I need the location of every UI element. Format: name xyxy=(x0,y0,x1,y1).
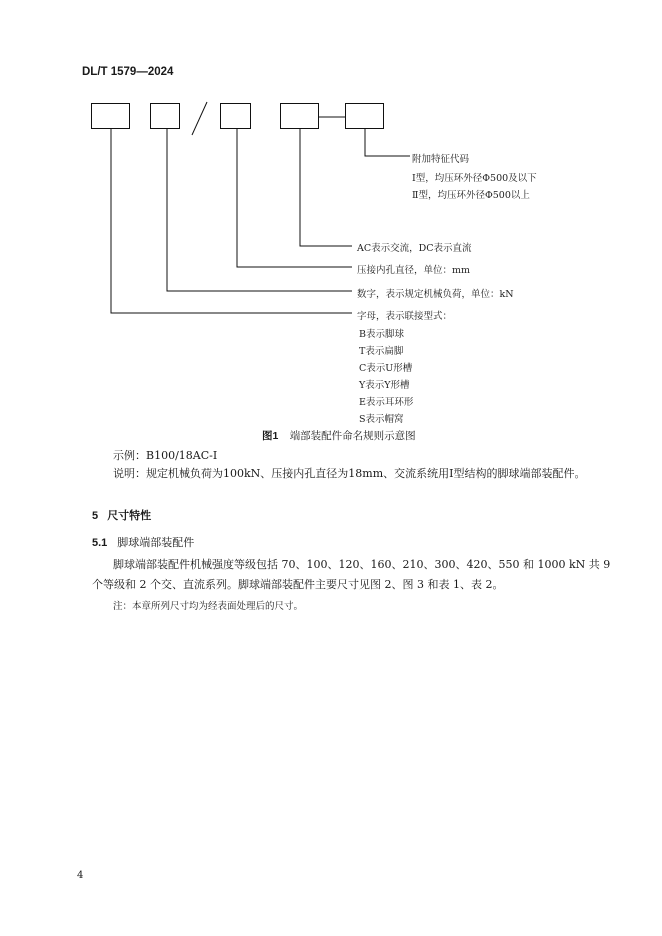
label-ac-dc: AC表示交流，DC表示直流 xyxy=(357,243,472,254)
connection-type-item: B表示脚球 xyxy=(359,329,404,340)
figure-caption-text: 端部装配件命名规则示意图 xyxy=(289,430,416,442)
section-heading xyxy=(92,507,151,523)
box-bore-diameter xyxy=(221,104,251,129)
chapter-note: 注：本章所列尺寸均为经表面处理后的尺寸。 xyxy=(113,601,304,612)
section-number: 5 xyxy=(92,510,99,522)
body-paragraph-line-2: 个等级和 2 个交、直流系列。脚球端部装配件主要尺寸见图 2、图 3 和表 1、表 2。 xyxy=(92,578,504,591)
figure-caption xyxy=(262,428,416,443)
naming-rule-diagram xyxy=(0,0,662,420)
label-bore-diameter: 压接内孔直径，单位：mm xyxy=(357,265,471,276)
label-connection-type: 字母，表示联接型式： xyxy=(357,311,453,322)
connection-type-item: S表示帽窝 xyxy=(359,414,404,425)
connection-type-item: C表示U形槽 xyxy=(359,363,413,374)
subsection-heading xyxy=(92,534,194,550)
box-feature-code xyxy=(346,104,384,129)
leader-feature-code xyxy=(365,128,410,156)
box-current-type xyxy=(281,104,319,129)
connection-type-item: T表示扁脚 xyxy=(359,346,404,357)
slash-separator xyxy=(192,102,207,135)
label-type-1: Ⅰ型，均压环外径Φ500及以下 xyxy=(412,173,537,184)
figure-caption-number: 图1 xyxy=(262,430,279,442)
leader-connection-type xyxy=(111,128,352,313)
leader-current-type xyxy=(300,128,352,246)
label-feature-code-title: 附加特征代码 xyxy=(412,154,470,165)
label-type-2: Ⅱ型，均压环外径Φ500以上 xyxy=(412,190,530,201)
section-title: 尺寸特性 xyxy=(107,510,152,522)
subsection-number: 5.1 xyxy=(92,537,108,549)
box-connection-type xyxy=(92,104,130,129)
document-id: DL/T 1579—2024 xyxy=(82,66,174,78)
connection-type-item: Y表示Y形槽 xyxy=(359,380,410,391)
page-number: 4 xyxy=(77,870,84,881)
box-mechanical-load xyxy=(151,104,180,129)
connection-type-item: E表示耳环形 xyxy=(359,397,414,408)
example-line: 示例：B100/18AC-Ⅰ xyxy=(113,449,218,462)
body-paragraph-line-1: 脚球端部装配件机械强度等级包括 70、100、120、160、210、300、420、550 和 1000 kN 共 9 xyxy=(113,558,611,571)
explanation-line: 说明：规定机械负荷为100kN、压接内孔直径为18mm、交流系统用Ⅰ型结构的脚球端部装配件。 xyxy=(113,467,586,480)
subsection-title: 脚球端部装配件 xyxy=(117,536,195,549)
label-mechanical-load: 数字，表示规定机械负荷，单位：kN xyxy=(357,289,514,300)
